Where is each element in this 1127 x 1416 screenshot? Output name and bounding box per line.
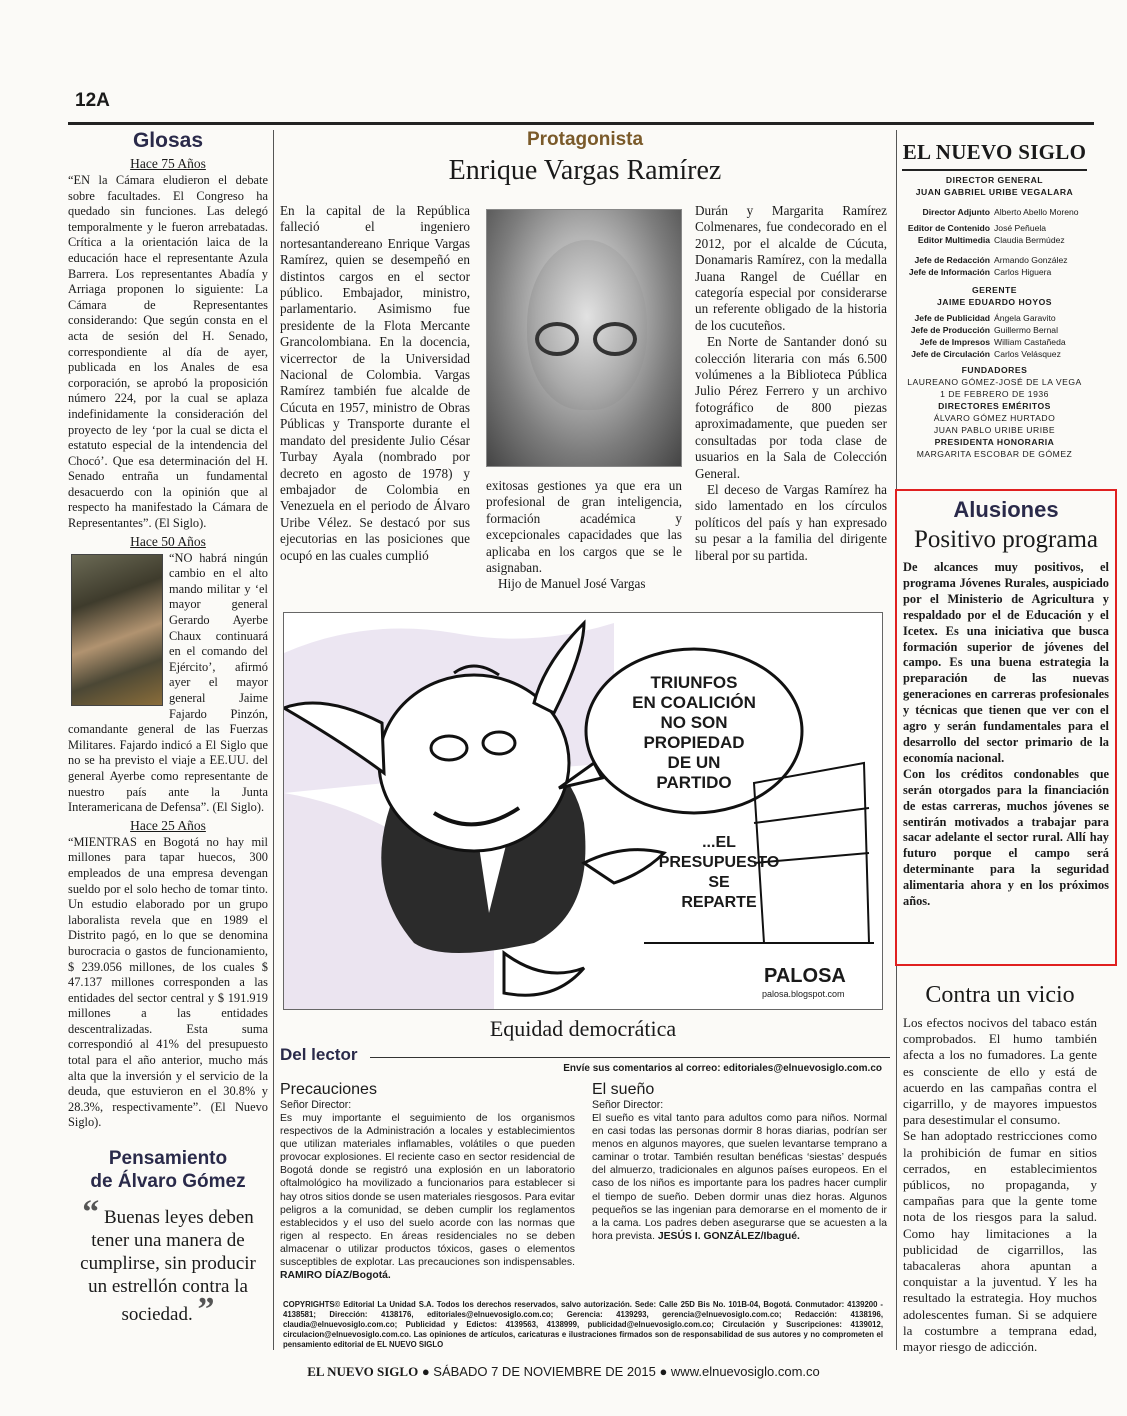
glosas-text: “NO habrá ningún cambio en el alto mando militar y ‘el mayor general Gerardo Ayerbe Chaux continuará en el comando del Ejército’, afirmó ayer el mayor general Jaime Fajardo Pinzón, comandante general de las Fuerzas Militares. Fajardo indicó a El Siglo que no se ha previsto el viaje a EE.UU. del general Ayerbe como representante de nuestro país ante la Junta Interamericana de Defensa”. (El Siglo). (68, 550, 268, 815)
editorial-title: Positivo programa (913, 526, 1098, 553)
presidenta-name: MARGARITA ESCOBAR DE GÓMEZ (916, 449, 1073, 459)
cartoonist-signature: PALOSA (764, 965, 846, 987)
article-column-2 (486, 478, 682, 593)
bubble-line: TRIUNFOS (650, 673, 738, 692)
staff-row: Director Adjunto Alberto Abello Moreno (922, 207, 1079, 217)
quote-text: Buenas leyes deben tener una manera de cumplirse, sin producir un estrellón contra la sociedad. (80, 1207, 256, 1326)
section-label: Alusiones (953, 497, 1059, 522)
speech-bubble (609, 673, 779, 793)
glosas-text: “EN la Cámara eludieron el debate sobre facultades. El Congreso ha quedado sin funciones. Las delegó temporalmente y le fueron arrebatadas. Crítica a la orientación laica de la educación hace el representante Azula Barrera. Los representantes Abadía y Arriaga proponen lo siguiente: La Cámara de Representantes considerando: Que según consta en el acta de sesión del H. Senado, correspondiente al día de ayer, publicada en los Anales de esa corporación, se aprobó la proposición número 224, por la cual se aplaza indefinidamente la consideración del proyecto de ley ‘por la cual se dicta el estatuto especial de la intendencia del Chocó’. Que esa determinación del H. Senado entraña un fundamental desacuerdo con la opinión que al respecto ha manifestado la Cámara de Representantes”. (El Siglo). (68, 173, 268, 531)
letter (280, 1081, 575, 1282)
editorial-paragraph: Los efectos nocivos del tabaco están comprobados. El humo también afecta a los no fumadores. La gente es consciente de ello y está de acuerdo en las campañas contra el cigarrillo, y de mayores impuestos para desestimular el consumo. (903, 1015, 1097, 1128)
article-paragraph: Hijo de Manuel José Vargas (498, 576, 646, 592)
del-lector-section (280, 1045, 890, 1295)
article-paragraph: En Norte de Santander donó su colección literaria con más 6.500 volúmenes a la Biblioteca Pública Julio Pérez Ferrero y un archivo fotográfico de 800 piezas aproximadamente, que pueden ser consultadas por toda clase de usuarios en la Sala de Colección General. (695, 334, 887, 481)
editorial-text (903, 1015, 1097, 1355)
article-paragraph: El deceso de Vargas Ramírez ha sido lamentado en los círculos políticos del país y han expresado su pesar a la familia del dirigente liberal por su partida. (695, 481, 887, 563)
letter-salutation: Señor Director: (280, 1099, 352, 1111)
masthead (902, 140, 1087, 460)
fundadores: LAUREANO GÓMEZ-JOSÉ DE LA VEGA (907, 377, 1082, 387)
glosas-column (68, 128, 268, 1329)
article-title: Enrique Vargas Ramírez (448, 155, 722, 186)
divider (902, 169, 1087, 171)
editorial-paragraph: Con los créditos condonables que serán otorgados para la financiación de estas carreras, muchos jóvenes se sentirán motivados a trabajar para sacar adelante el sector rural. Allí hay futuro porque el campo será determinante para la seguridad alimentaria ahora y en los próximos años. (903, 766, 1109, 909)
footer-url[interactable]: www.elnuevosiglo.com.co (670, 1364, 820, 1379)
open-quote-icon: “ (82, 1194, 100, 1232)
bubble-line: NO SON (660, 713, 728, 732)
bubble-line: REPARTE (681, 894, 757, 911)
letter-title: El sueño (592, 1081, 655, 1098)
cartoon (283, 612, 883, 1010)
vicio-article (903, 982, 1097, 1355)
portrait-photo (486, 209, 682, 467)
footer-logo: EL NUEVO SIGLO (307, 1364, 419, 1379)
section-label: Protagonista (526, 129, 644, 150)
cartoonist-blog: palosa.blogspot.com (762, 989, 845, 999)
top-rule (68, 122, 1094, 125)
glosas-title: Glosas (132, 129, 204, 152)
emerito: ÁLVARO GÓMEZ HURTADO (933, 413, 1056, 423)
glosas-text: “MIENTRAS en Bogotá no hay mil millones para tapar huecos, 300 empleados de una empresa devengan sueldo por el solo hecho de tomar tinto. Un estudio elaborado por un grupo laboralista revela que en 1989 el Distrito pagó, en lo que se denomina burocracia o gastos de funcionamiento, $ 239.056 millones, de los cuales $ 47.137 millones corresponden a las entidades del sector central y $ 191.919 millones a las entidades descentralizadas. Esta suma correspondió al 41% del presupuesto total para el año anterior, mucho más alta que la inversión y el servicio de la deuda, que estuvieron en el 30.8% y 28.3%, respectivamente”. (El Nuevo Siglo). (68, 834, 268, 1130)
speech-text (644, 833, 794, 913)
glasses-icon (535, 322, 639, 356)
staff-row: Editor Multimedia Claudia Bermúdez (917, 235, 1065, 245)
column-divider (273, 130, 274, 1350)
article-column-1: En la capital de la República falleció el ingeniero nortesantandereano Enrique Vargas Ramírez, quien se desempeñó en distintos cargos en el sector público. Embajador, ministro, parlamentario. Asimismo fue presidente de la Flota Mercante Grancolombiana. En la docencia, vicerrector de la Universidad Nacional de Colombia. Vargas Ramírez también fue alcalde de Cúcuta en 1957, ministro de Obras Públicas y Transporte durante el mandato del presidente Julio César Turbay Ayala (nombrado por decreto en agosto de 1978) y embajador de Colombia en Venezuela en el periodo de Álvaro Uribe Vélez. Se destacó por sus ejecutorias en las posiciones que ocupó en las cuales cumplió (280, 203, 470, 563)
alusiones-box (895, 489, 1117, 966)
section-heading: Hace 25 Años (130, 817, 206, 833)
letter-title: Precauciones (280, 1081, 377, 1098)
bubble-line: PARTIDO (656, 773, 732, 792)
editorial-text (903, 560, 1109, 910)
section-heading: Hace 50 Años (130, 533, 206, 549)
bubble-line: PRESUPUESTO (658, 854, 780, 871)
gerente-name: JAIME EDUARDO HOYOS (936, 297, 1053, 307)
editorial-paragraph: Se han adoptado restricciones como la prohibición de fumar en sitios cerrados, en establecimientos públicos, no propaganda, y campañas para que la gente tome nota de los riesgos para la salud. Como hay limitaciones a la publicidad de cigarrillos, las tabacaleras ahora apuntan a conquistar a la juventud. Y les ha resultado la estrategia. Hoy muchos adolescentes fuman. Si se adquiere la costumbre a temprana edad, mayor riesgo de adicción. (903, 1128, 1097, 1355)
pensamiento-title-line: Pensamiento (108, 1148, 228, 1170)
article-paragraph: Durán y Margarita Ramírez Colmenares, fue condecorado en el 2012, por el alcalde de Cúcuta, Donamaris Ramírez, con la medalla Juana Rangel de Cuéllar en categoría especial por considerarse un referente obligado de la historia de los cucuteños. (695, 203, 887, 333)
pensamiento-title (68, 1147, 268, 1193)
bubble-line: PROPIEDAD (643, 733, 745, 752)
staff-row: Editor de Contenido José Peñuela (907, 223, 1047, 233)
close-quote-icon: ” (197, 1291, 215, 1329)
presidenta-label: PRESIDENTA HONORARIA (934, 437, 1055, 447)
staff-row: Jefe de Producción Guillermo Bernal (910, 325, 1058, 335)
glosas-text-with-photo (68, 551, 268, 816)
footer-date: SÁBADO 7 DE NOVIEMBRE DE 2015 (433, 1364, 656, 1379)
divider (370, 1057, 890, 1058)
cartoon-drawing (284, 613, 883, 1010)
protagonista-header (280, 129, 890, 187)
staff-row: Jefe de Publicidad Ángela Garavito (914, 313, 1056, 323)
page-footer (0, 1364, 1127, 1380)
emerito: JUAN PABLO URIBE URIBE (933, 425, 1056, 435)
pensamiento-quote (68, 1194, 268, 1329)
staff-row: Jefe de Redacción Armando González (914, 255, 1068, 265)
bubble-line: DE UN (667, 753, 721, 772)
newspaper-logo: EL NUEVO SIGLO (902, 140, 1087, 164)
letter-text: El sueño es vital tanto para adultos como para niños. Normal en casi todas las personas dormir 8 horas diarias, podrían ser menos en algunos mayores, que suelen levantarse temprano a caminar o trotar. También resultan benéficas ‘siestas’ después del almuerzo, tradicionales en algunos países europeos. En el caso de los niños es importante para los padres hacer cumplir el tiempo de sueño. Deben dormir unas diez horas. Algunos pequeños se las ingenian para demorarse en el momento de ir a la cama. Los padres deben asegurarse que se acuesten a la hora prevista. (592, 1113, 887, 1242)
director-name: JUAN GABRIEL URIBE VEGALARA (915, 187, 1074, 197)
article-paragraph: exitosas gestiones ya que era un profesional de gran inteligencia, formación académica y excepcionales capacidades que las aplicaba en los cargos que se le asignaban. (486, 478, 682, 576)
letter (592, 1081, 887, 1243)
bullet-icon: ● (421, 1364, 434, 1379)
bubble-line: EN COALICIÓN (632, 693, 756, 712)
copyright-notice: COPYRIGHTS© Editorial La Unidad S.A. Todos los derechos reservados, salvo autorización. Sede: Calle 25D Bis No. 101B-04, Bogotá. Conmutador: 4139200 - 4138581; Dirección: 4138176, editoriales@elnuevosiglo.com.co; Gerencia: 4139293, gerencia@elnuevosiglo.com.co; Redacción: 4138196, claudia@elnuevosiglo.com.co; Publicidad y Edictos: 4139563, 4138999, publicidad@elnuevosiglo.com.co; Circulación y Suscripciones: 4139012, circulacion@elnuevosiglo.com.co. Las opiniones de artículos, caricaturas e ilustraciones firmados son de responsabilidad de sus autores y no comprometen el pensamiento editorial de EL NUEVO SIGLO (283, 1300, 883, 1349)
staff-row: Jefe de Impresos William Castañeda (919, 337, 1066, 347)
director-label: DIRECTOR GENERAL (945, 175, 1044, 185)
staff-row: Jefe de Información Carlos Higuera (908, 267, 1052, 277)
bubble-line: ...EL (702, 834, 736, 851)
editorial-paragraph: De alcances muy positivos, el programa Jóvenes Rurales, auspiciado por el Ministerio de Agricultura y respaldado por el de Educación y el Icetex. Es una iniciativa que busca formación superior de jóvenes del campo. Es una buena estrategia la preparación de las nuevas generaciones en carreras profesionales y técnicas que tienen que ver con el agro y serán fundamentales para el desarrollo del sector primario de la economía nacional. (903, 560, 1109, 765)
article-column-3 (695, 203, 887, 564)
general-photo (71, 554, 163, 706)
letter-body (592, 1112, 887, 1243)
contact-email: Envíe sus comentarios al correo: editoriales@elnuevosiglo.com.co (563, 1063, 882, 1074)
editorial-title: Contra un vicio (925, 982, 1075, 1008)
pensamiento-title-line: de Álvaro Gómez (90, 1171, 246, 1193)
bubble-line: SE (708, 874, 730, 891)
emeritos-label: DIRECTORES EMÉRITOS (938, 401, 1051, 411)
cartoon-caption: Equidad democrática (489, 1016, 677, 1041)
bullet-icon: ● (659, 1364, 671, 1379)
gerente-label: GERENTE (971, 285, 1018, 295)
staff-row: Jefe de Circulación Carlos Velásquez (911, 349, 1061, 359)
fundacion-date: 1 DE FEBRERO DE 1936 (940, 389, 1049, 399)
letter-body (280, 1112, 575, 1282)
fundadores-label: FUNDADORES (961, 365, 1028, 375)
letter-signature: RAMIRO DÍAZ/Bogotá. (280, 1270, 391, 1282)
section-heading: Hace 75 Años (130, 156, 206, 171)
letter-signature: JESÚS I. GONZÁLEZ/Ibagué. (657, 1230, 800, 1242)
page-number: 12A (75, 90, 110, 111)
letter-text: Es muy importante el seguimiento de los organismos respectivos de la Administración a locales y establecimientos que utilizan materiales inflamables, volátiles o que pueden provocar explosiones. El reciente caso en sector residencial de Bogotá donde se registró una explosión en un laboratorio oftalmológico ha movilizado a funcionarios para establecer si hay otros sitios donde se usen materiales riesgosos. Para evitar peligros a la comunidad, se deben cumplir los reglamentos establecidos y el uso del suelo acorde con las normas que rigen al respecto. En áreas residenciales no se deben almacenar o utilizar productos tóxicos, gases o elementos susceptibles de explotar. Las precauciones son indispensables. (280, 1113, 575, 1269)
letter-salutation: Señor Director: (592, 1099, 664, 1111)
section-label: Del lector (280, 1045, 358, 1064)
